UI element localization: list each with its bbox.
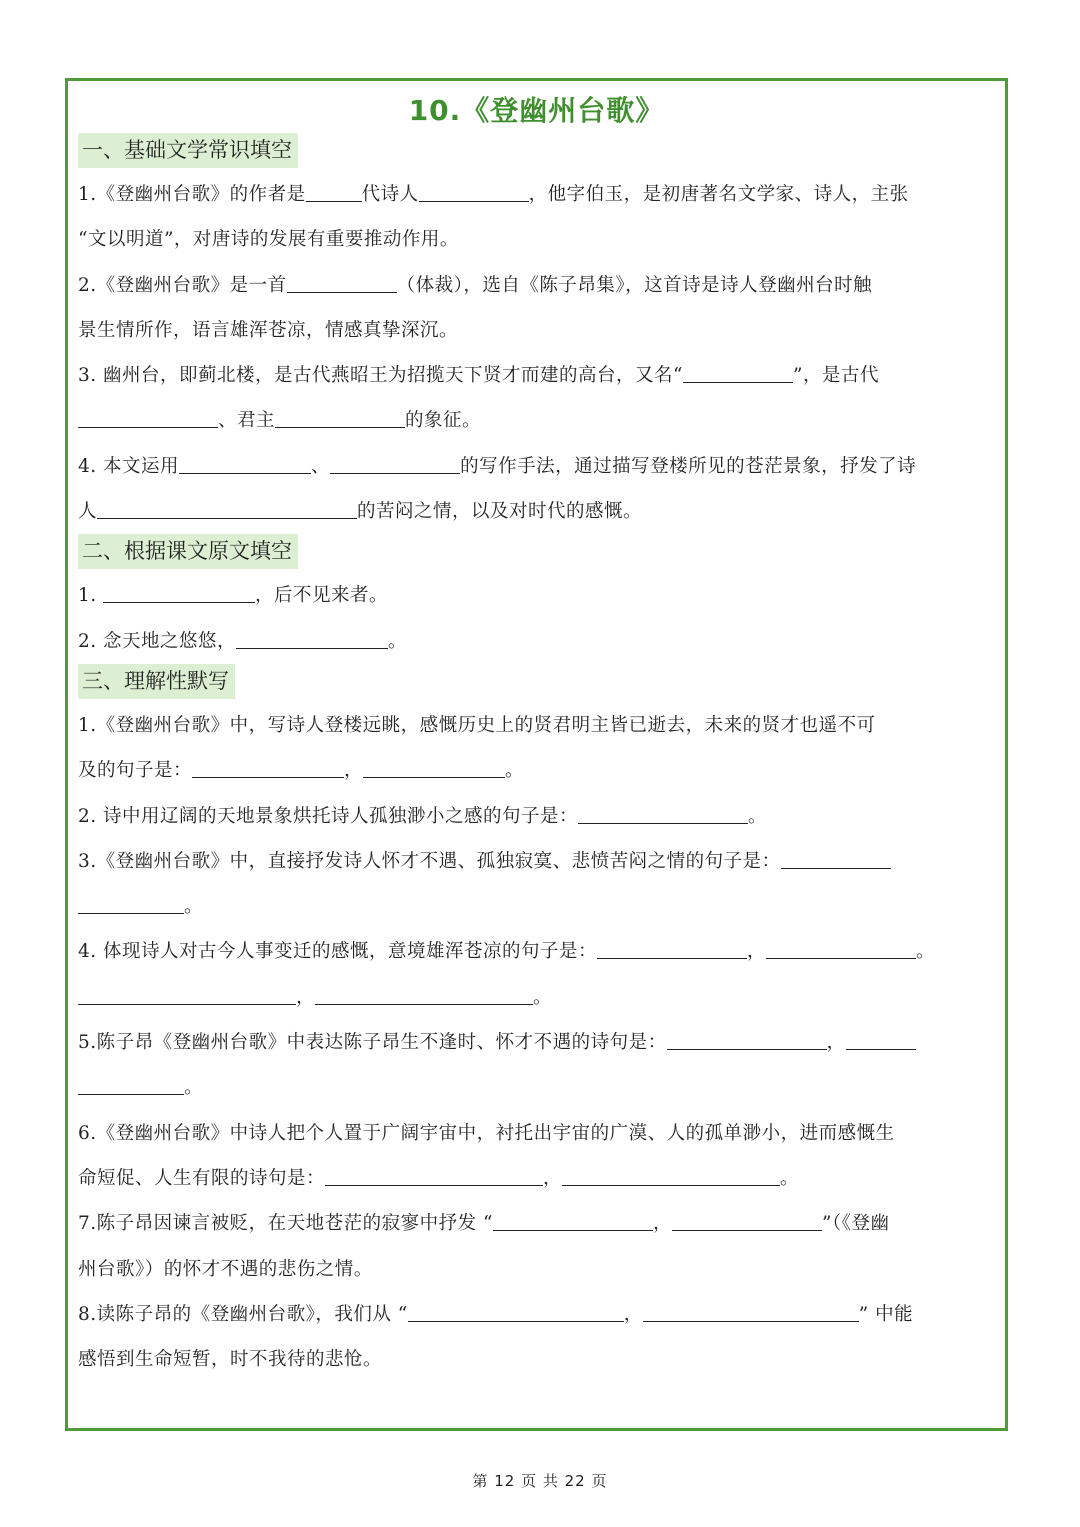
s3-question-3: 3.《登幽州台歌》中，直接抒发诗人怀才不遇、孤独寂寞、悲愤苦闷之情的句子是： 。	[78, 839, 996, 930]
answer-blank[interactable]	[287, 272, 397, 293]
answer-blank[interactable]	[78, 984, 296, 1005]
answer-blank[interactable]	[315, 984, 533, 1005]
s3-question-7: 7.陈子昂因谏言被贬，在天地苍茫的寂寥中抒发 “ ， ”（《登幽 州台歌》）的怀才不遇的悲伤之情。	[78, 1201, 996, 1292]
answer-blank[interactable]	[672, 1210, 822, 1231]
answer-blank[interactable]	[419, 181, 529, 202]
section-2-questions	[78, 573, 996, 664]
answer-blank[interactable]	[766, 938, 916, 959]
s3-question-6: 6.《登幽州台歌》中诗人把个人置于广阔宇宙中，衬托出宇宙的广漠、人的孤单渺小，进而感慨生 命短促、人生有限的诗句是： ， 。	[78, 1122, 895, 1189]
s3-question-4: 4. 体现诗人对古今人事变迁的感慨，意境雄浑苍凉的句子是： ， 。 ， 。	[78, 929, 996, 1020]
answer-blank[interactable]	[78, 893, 184, 914]
section-3-questions	[78, 703, 996, 1382]
answer-blank[interactable]	[179, 453, 311, 474]
page-footer: 第 12 页 共 22 页	[472, 1472, 608, 1490]
answer-blank[interactable]	[78, 1074, 184, 1095]
answer-blank[interactable]	[275, 407, 405, 428]
s1-question-3: 3. 幽州台，即蓟北楼，是古代燕昭王为招揽天下贤才而建的高台，又名“ ”，是古代 、君主 的象征。	[78, 353, 996, 444]
answer-blank[interactable]	[781, 848, 891, 869]
s1-question-4: 4. 本文运用 、 的写作手法，通过描写登楼所见的苍茫景象，抒发了诗 人 的苦闷之情，以及对时代的感慨。	[78, 444, 996, 535]
s1-question-1: 1.《登幽州台歌》的作者是 代诗人 ，他字伯玉，是初唐著名文学家、诗人，主张 “文以明道”，对唐诗的发展有重要推动作用。	[78, 172, 996, 263]
answer-blank[interactable]	[97, 498, 357, 519]
answer-blank[interactable]	[306, 181, 362, 202]
section-heading-1: 一、基础文学常识填空	[78, 133, 298, 168]
answer-blank[interactable]	[562, 1165, 780, 1186]
s3-question-5: 5.陈子昂《登幽州台歌》中表达陈子昂生不逢时、怀才不遇的诗句是： ， 。	[78, 1020, 996, 1111]
page-title: 10.《登幽州台歌》	[408, 94, 665, 127]
answer-blank[interactable]	[192, 757, 344, 778]
answer-blank[interactable]	[597, 938, 747, 959]
answer-blank[interactable]	[667, 1029, 827, 1050]
answer-blank[interactable]	[236, 628, 388, 649]
answer-blank[interactable]	[846, 1029, 916, 1050]
answer-blank[interactable]	[325, 1165, 543, 1186]
answer-blank[interactable]	[330, 453, 460, 474]
section-heading-3: 三、理解性默写	[78, 664, 235, 699]
answer-blank[interactable]	[683, 362, 793, 383]
answer-blank[interactable]	[78, 407, 218, 428]
worksheet-frame	[65, 78, 1008, 1431]
answer-blank[interactable]	[363, 757, 505, 778]
answer-blank[interactable]	[493, 1210, 653, 1231]
section-1-questions	[78, 172, 996, 534]
answer-blank[interactable]	[103, 582, 255, 603]
s3-question-2: 2. 诗中用辽阔的天地景象烘托诗人孤独渺小之感的句子是： 。	[78, 794, 996, 839]
s2-question-2: 2. 念天地之悠悠， 。	[78, 619, 996, 664]
s3-question-8: 8.读陈子昂的《登幽州台歌》，我们从 “ ， ” 中能 感悟到生命短暂，时不我待的悲怆。	[78, 1292, 996, 1383]
worksheet-content	[78, 133, 996, 1382]
answer-blank[interactable]	[643, 1301, 859, 1322]
s3-question-1: 1.《登幽州台歌》中，写诗人登楼远眺，感慨历史上的贤君明主皆已逝去，未来的贤才也遥不可 及的句子是： ， 。	[78, 714, 876, 782]
answer-blank[interactable]	[578, 803, 748, 824]
s1-question-2: 2.《登幽州台歌》是一首 （体裁），选自《陈子昂集》，这首诗是诗人登幽州台时触 景生情所作，语言雄浑苍凉，情感真挚深沉。	[78, 263, 996, 354]
section-heading-2: 二、根据课文原文填空	[78, 534, 298, 569]
answer-blank[interactable]	[408, 1301, 624, 1322]
s2-question-1: 1. ，后不见来者。	[78, 573, 996, 618]
